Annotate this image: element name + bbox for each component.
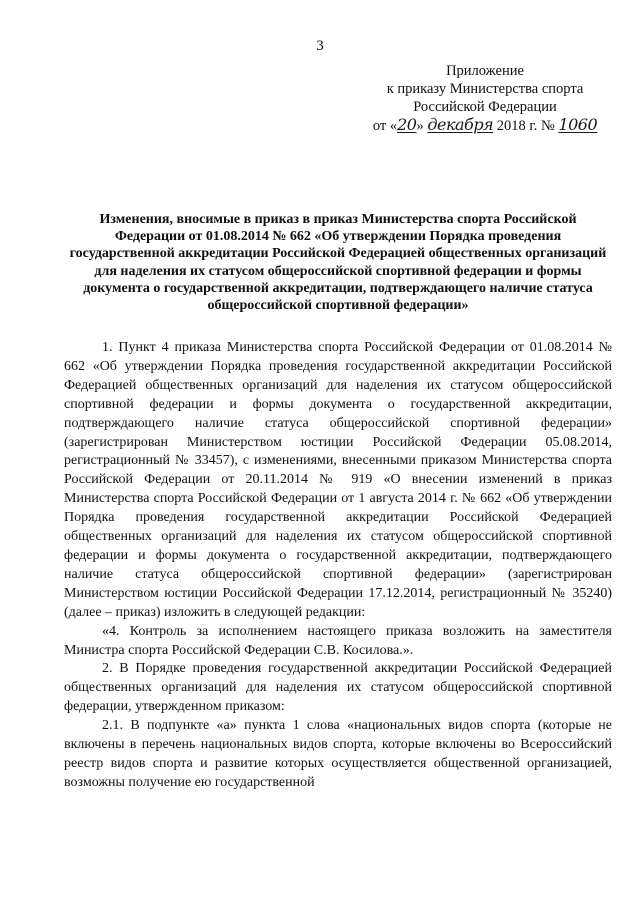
document-title: Изменения, вносимые в приказ в приказ Министерства спорта Российской Федерации от 01.08.2014 № 662 «Об утверждении Порядка проведения государственной аккредитации Российской Федерацией общественных организаций для наделения их статусом общероссийской спортивной федерации и формы документа о государственной аккредитации, подтверждающего наличие статуса общероссийской спортивной федерации»	[69, 212, 607, 314]
appendix-to: к приказу Министерства спорта	[386, 81, 584, 97]
page-number: 3	[316, 38, 324, 54]
appendix-org: Российской Федерации	[413, 99, 557, 115]
appendix-date-line	[355, 116, 615, 135]
date-year: 2018 г. №	[496, 118, 555, 134]
order-number: 1060	[558, 115, 598, 134]
date-day: 20	[397, 115, 417, 134]
paragraph-4: 2.1. В подпункте «а» пункта 1 слова «национальных видов спорта (которые не включены в перечень национальных видов спорта, которые включены во Всероссийский реестр видов спорта и развитие которых осуществляется общественной организацией, возможны получение ею государственной	[64, 718, 612, 790]
paragraph-1: 1. Пункт 4 приказа Министерства спорта Российской Федерации от 01.08.2014 № 662 «Об утверждении Порядка проведения государственной аккредитации Российской Федерацией общественных организаций для наделения их статусом общероссийской спортивной федерации и формы документа о государственной аккредитации, подтверждающего наличие статуса общероссийской спортивной федерации» (зарегистрирован Министерством юстиции Российской Федерации 05.08.2014, регистрационный № 33457), с изменениями, внесенными приказом Министерства спорта Российской Федерации от 20.11.2014 № 919 «О внесении изменений в приказ Министерства спорта Российской Федерации от 1 августа 2014 г. № 662 «Об утверждении Порядка проведения государственной аккредитации Российской Федерацией общественных организаций для наделения их статусом общероссийской спортивной федерации и формы документа о государственной аккредитации, подтверждающего наличие статуса общероссийской спортивной федерации» (зарегистрирован Министерством юстиции Российской Федерации 17.12.2014, регистрационный № 35240) (далее – приказ) изложить в следующей редакции:	[64, 340, 612, 620]
date-mid: »	[416, 118, 424, 134]
appendix-block	[355, 62, 615, 135]
document-body	[64, 339, 612, 793]
paragraph-3: 2. В Порядке проведения государственной аккредитации Российской Федерацией общественных организаций для наделения их статусом общероссийской спортивной федерации, утвержденном приказом:	[64, 661, 612, 715]
date-prefix: от «	[372, 118, 398, 134]
appendix-title: Приложение	[446, 63, 524, 79]
paragraph-2: «4. Контроль за исполнением настоящего приказа возложить на заместителя Министра спорта Российской Федерации С.В. Косилова.».	[64, 623, 612, 658]
date-month: декабря	[427, 115, 494, 134]
